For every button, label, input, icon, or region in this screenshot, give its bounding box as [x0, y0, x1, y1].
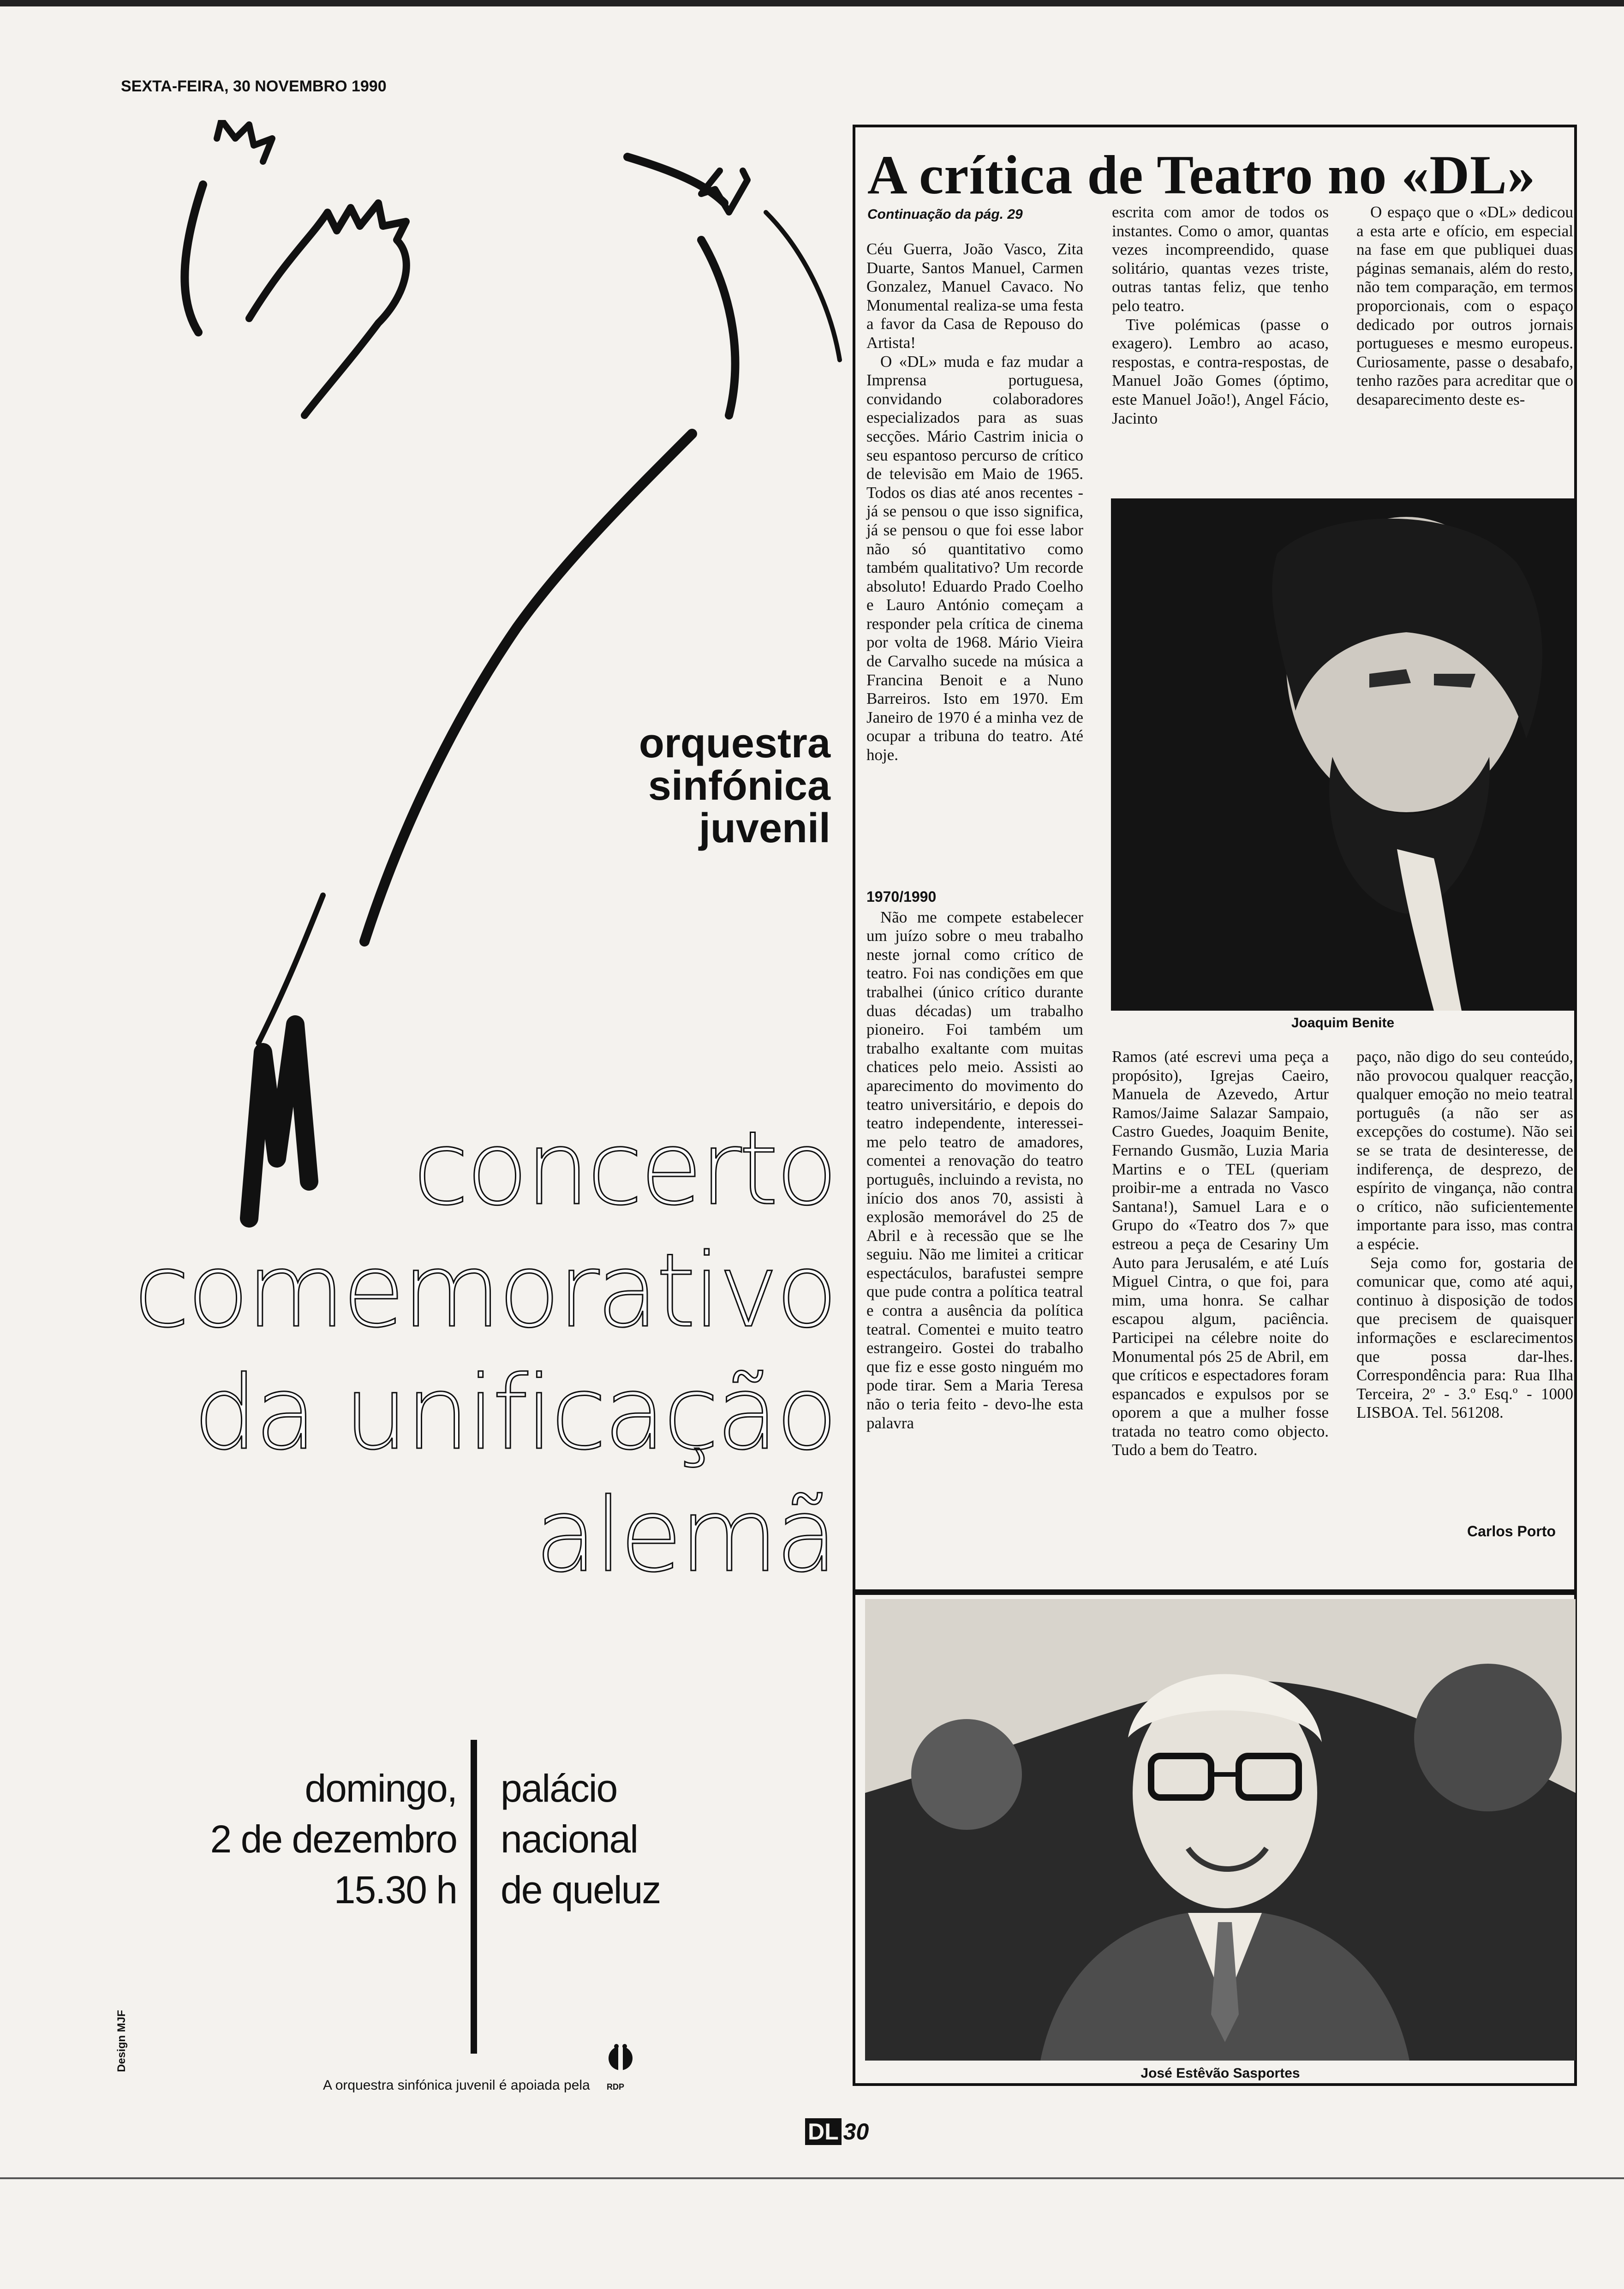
dl-logo: DL [805, 2118, 842, 2145]
article-column-3 [1356, 203, 1573, 409]
venue-line: de queluz [501, 1868, 661, 1911]
sponsor-text: A orquestra sinfónica juvenil é apoiada pela [323, 2078, 590, 2093]
paragraph: O «DL» muda e faz mudar a Imprensa portuguesa, convidando colaboradores especializados para as suas secções. Mário Castrim inicia o seu espantoso percurso de crítico de televisão em Maio de 1965. Todos os dias até anos recentes - já se pensou o que isso significa, já se pensou o que foi esse labor não só quantitativo como também qualitativo? Um recorde absoluto! Eduardo Prado Coelho e Lauro António começam a responder pela crítica de cinema por volta de 1968. Mário Vieira de Carvalho sucede na música a Francina Benoit e a Nuno Barreiros. Isto em 1970. Em Janeiro de 1970 é a minha vez de ocupar a tribuna do teatro. Até hoje. [866, 352, 1083, 764]
page-number: 30 [843, 2119, 869, 2145]
paragraph: escrita com amor de todos os instantes. Como o amor, quantas vezes incompreendido, quase solitário, quantas vezes triste, outras tantas feliz, que tenho pelo teatro. [1112, 203, 1329, 315]
portrait-photo-2-image [865, 1599, 1576, 2061]
paragraph: Não me compete estabelecer um juízo sobre o meu trabalho neste jornal como crítico de teatro. Foi nas condições em que trabalhei (único crítico durante duas décadas) um trabalho pioneiro. Foi também um trabalho exaltante com muitas chatices pelo meio. Assisti ao aparecimento do movimento do teatro universitário, e depois do teatro independente, interessei-me pelo teatro de amadores, comentei a renovação do teatro português, incluindo a revista, no início dos anos 70, assisti à explosão memorável do 25 de Abril e à recessão que se lhe seguiu. Não me limitei a criticar espectáculos, barafustei sempre que pude contra a política teatral e contra a ausência da política teatral. Comentei e muito teatro estrangeiro. Gostei do trabalho que fiz e esse gosto ninguém mo pode tirar. Sem a Maria Teresa não o teria feito - devo-lhe esta palavra [866, 908, 1083, 1432]
scan-edge-bottom [0, 2177, 1624, 2179]
concert-title-line: da unificação [193, 1354, 835, 1472]
rdp-logo-icon [604, 2040, 637, 2081]
bird-illustration [166, 120, 858, 1251]
continuation-note: Continuação da pág. 29 [867, 207, 1023, 222]
article-column-1 [866, 240, 1083, 765]
event-divider [471, 1740, 477, 2054]
article-column-1-continued [866, 879, 1083, 1432]
concert-title-line: concerto [413, 1109, 835, 1228]
dateline: SEXTA-FEIRA, 30 NOVEMBRO 1990 [121, 78, 387, 95]
orchestra-line: orquestra [639, 720, 830, 767]
paragraph: paço, não digo do seu conteúdo, não provocou qualquer reacção, qualquer emoção no meio teatral português (a não ser as excepções do costume). Não sei se se trata de desinteresse, de indiferença, de desprezo, de espírito de vingança, não contra o crítico, não suficientemente importante para isso, mas contra a espécie. [1356, 1048, 1573, 1253]
concert-title-line: comemorativo [134, 1232, 835, 1350]
photo-caption-2: José Estêvão Sasportes [1140, 2066, 1300, 2081]
event-venue [501, 1763, 731, 1915]
photo-caption-1: Joaquim Benite [1291, 1015, 1395, 1031]
venue-line: palácio [501, 1767, 617, 1810]
portrait-photo-jose-estevao-sasportes [865, 1599, 1576, 2061]
event-time: 15.30 h [334, 1868, 457, 1911]
design-credit: Design MJF [115, 2010, 128, 2072]
article-column-4 [1112, 1048, 1329, 1460]
portrait-photo-1-image [1111, 498, 1575, 1011]
venue-line: nacional [501, 1817, 638, 1861]
paragraph: O espaço que o «DL» dedicou a esta arte e ofício, em especial na fase em que publiquei duas páginas semanais, além do resto, não tem comparação, em termos proporcionais, com o espaço dedicado por outros jornais portugueses e mesmo europeus. Curiosamente, passe o desabafo, tenho razões para acreditar que o desaparecimento deste es- [1356, 203, 1573, 408]
article-byline: Carlos Porto [1467, 1523, 1556, 1540]
article-column-2 [1112, 203, 1329, 428]
paragraph: Tive polémicas (passe o exagero). Lembro ao acaso, respostas, e contra-respostas, de Manuel João Gomes (óptimo, este Manuel João!), Angel Fácio, Jacinto [1112, 315, 1329, 427]
paragraph: Seja como for, gostaria de comunicar que, como até aqui, continuo à disposição de todos que precisem de quaisquer informações e esclarecimentos que possa dar-lhes. Correspondência para: Rua Ilha Terceira, 2º - 3.º Esq.º - 1000 LISBOA. Tel. 561208. [1356, 1253, 1573, 1422]
scan-edge-top [0, 0, 1624, 6]
portrait-photo-joaquim-benite [1111, 498, 1575, 1011]
orchestra-name [554, 722, 830, 850]
paragraph: Ramos (até escrevi uma peça a propósito), Igrejas Caeiro, Manuela de Azevedo, Artur Ramos/Jaime Salazar Sampaio, Castro Guedes, Joaquim Benite, Fernando Gusmão, Luzia Maria Martins e o TEL (queriam proibir-me a entrada no Vasco Santana!), Samuel Lara e o Grupo do «Teatro dos 7» que estreou a peça de Cesariny Um Auto para Jerusalém, e até Luís Miguel Cintra, o que foi, para mim, uma honra. Se calhar escapou algum, paciência. Participei na célebre noite do Monumental pós 25 de Abril, em que críticos e espectadores foram espancados e expulsos por se oporem a que a mulher fosse tratada no teatro como objecto. Tudo a bem do Teatro. [1112, 1048, 1329, 1459]
concert-title-line: alemã [535, 1476, 835, 1594]
paragraph: Céu Guerra, João Vasco, Zita Duarte, Santos Manuel, Carmen Gonzalez, Manuel Cavaco. No Monumental realiza-se uma festa a favor da Casa de Repouso do Artista! [866, 240, 1083, 352]
page-folio [805, 2118, 869, 2145]
rdp-logo-label: RDP [607, 2082, 625, 2091]
event-date: 2 de dezembro [210, 1817, 457, 1861]
orchestra-line: juvenil [699, 805, 830, 851]
orchestra-line: sinfónica [648, 763, 830, 809]
article-headline: A crítica de Teatro no «DL» [867, 144, 1536, 205]
concert-title [97, 1108, 835, 1597]
event-datetime [166, 1763, 457, 1915]
article-column-5 [1356, 1048, 1573, 1422]
event-day: domingo, [304, 1767, 457, 1810]
section-subhead: 1970/1990 [866, 888, 937, 905]
